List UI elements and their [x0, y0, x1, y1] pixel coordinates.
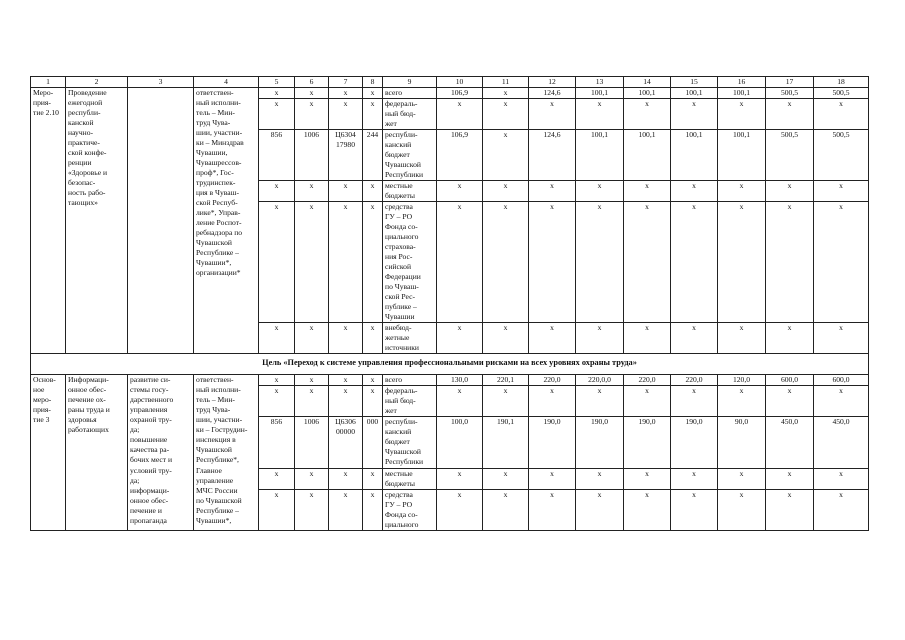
- column-number: 11: [483, 77, 529, 88]
- goal-title: Цель «Переход к системе управления профессиональными рисками на всех уровнях охраны труда»: [31, 354, 869, 375]
- column-number: 12: [529, 77, 576, 88]
- year-value: х: [814, 99, 869, 130]
- year-value: 500,5: [814, 130, 869, 181]
- year-value: х: [814, 386, 869, 417]
- code-target: х: [329, 181, 363, 202]
- year-value: х: [483, 99, 529, 130]
- year-value: 100,1: [576, 130, 624, 181]
- year-value: х: [766, 386, 814, 417]
- year-value: 100,1: [624, 88, 671, 99]
- code-grbs: х: [259, 386, 295, 417]
- code-grbs: х: [259, 99, 295, 130]
- code-section: х: [295, 202, 329, 323]
- code-section: х: [295, 489, 329, 530]
- year-value: х: [671, 468, 718, 489]
- year-value: 220,0: [529, 375, 576, 386]
- year-value: х: [483, 468, 529, 489]
- year-value: х: [576, 468, 624, 489]
- code-section: 1006: [295, 130, 329, 181]
- year-value: 220,0,0: [576, 375, 624, 386]
- column-number: 14: [624, 77, 671, 88]
- year-value: х: [576, 202, 624, 323]
- year-value: х: [766, 468, 814, 489]
- code-expense-type: х: [363, 202, 383, 323]
- year-value: х: [624, 181, 671, 202]
- year-value: х: [529, 202, 576, 323]
- column-number: 15: [671, 77, 718, 88]
- measure-title: Проведение ежегодной республи- канской научно- практиче- ской конфе- ренции «Здоровье и безопас- ность рабо- тающих»: [66, 88, 128, 354]
- column-number: 1: [31, 77, 66, 88]
- code-target: х: [329, 386, 363, 417]
- year-value: 220,1: [483, 375, 529, 386]
- year-value: 500,5: [814, 88, 869, 99]
- year-value: 124,6: [529, 88, 576, 99]
- code-target: Ц6304 17980: [329, 130, 363, 181]
- year-value: х: [483, 88, 529, 99]
- year-value: х: [671, 181, 718, 202]
- year-value: х: [483, 386, 529, 417]
- code-expense-type: х: [363, 99, 383, 130]
- funding-source: федераль- ный бюд- жет: [383, 99, 437, 130]
- year-value: х: [437, 468, 483, 489]
- year-value: х: [718, 489, 766, 530]
- goal-row: [31, 354, 869, 375]
- code-target: х: [329, 88, 363, 99]
- code-section: х: [295, 99, 329, 130]
- funding-source: внебюд- жетные источники: [383, 323, 437, 354]
- measure-number: Меро- прия- тие 2.10: [31, 88, 66, 354]
- column-number: 6: [295, 77, 329, 88]
- year-value: х: [529, 386, 576, 417]
- code-expense-type: х: [363, 468, 383, 489]
- funding-source: средства ГУ – РО Фонда со- циального: [383, 489, 437, 530]
- code-grbs: х: [259, 88, 295, 99]
- column-number: 18: [814, 77, 869, 88]
- year-value: х: [814, 468, 869, 489]
- funding-source: средства ГУ – РО Фонда со- циального страхова- ния Рос- сийской Федерации по Чуваш- ской Рес- публике – Чувашии: [383, 202, 437, 323]
- code-grbs: 856: [259, 130, 295, 181]
- code-grbs: х: [259, 375, 295, 386]
- column-number: 8: [363, 77, 383, 88]
- year-value: 600,0: [766, 375, 814, 386]
- year-value: х: [624, 468, 671, 489]
- year-value: х: [437, 386, 483, 417]
- year-value: х: [576, 181, 624, 202]
- year-value: 100,1: [671, 88, 718, 99]
- code-target: х: [329, 468, 363, 489]
- code-section: х: [295, 323, 329, 354]
- code-grbs: 856: [259, 417, 295, 468]
- year-value: х: [576, 99, 624, 130]
- code-target: х: [329, 375, 363, 386]
- year-value: 90,0: [718, 417, 766, 468]
- year-value: х: [814, 489, 869, 530]
- code-target: Ц6306 00000: [329, 417, 363, 468]
- year-value: х: [437, 202, 483, 323]
- code-expense-type: х: [363, 386, 383, 417]
- year-value: х: [766, 181, 814, 202]
- year-value: 500,5: [766, 130, 814, 181]
- column-number: 3: [128, 77, 194, 88]
- code-expense-type: 000: [363, 417, 383, 468]
- funding-source: всего: [383, 88, 437, 99]
- column-number: 10: [437, 77, 483, 88]
- year-value: 190,0: [529, 417, 576, 468]
- measure-number: Основ- ное меро- прия- тие 3: [31, 375, 66, 530]
- year-value: х: [718, 202, 766, 323]
- column-number: 17: [766, 77, 814, 88]
- year-value: 100,1: [718, 88, 766, 99]
- year-value: 100,0: [437, 417, 483, 468]
- code-section: х: [295, 468, 329, 489]
- year-value: х: [624, 202, 671, 323]
- year-value: х: [576, 489, 624, 530]
- column-number: 16: [718, 77, 766, 88]
- year-value: х: [576, 386, 624, 417]
- responsible-executor: ответствен- ный исполни- тель – Мин- труд Чува- шии, участни- ки – Минздрав Чувашии, Чувашрессов- проф*, Гос- трудинспек- ция в Чуваш- ской Респуб- лике*, Управ- ление Роспот- ребнадзора по Чувашской Республике – Чувашии*, организации*: [194, 88, 259, 354]
- column-number: 2: [66, 77, 128, 88]
- year-value: 100,1: [718, 130, 766, 181]
- code-expense-type: х: [363, 323, 383, 354]
- code-expense-type: х: [363, 181, 383, 202]
- code-grbs: х: [259, 323, 295, 354]
- measure-goal: развитие си- стемы госу- дарственного управления охраной тру- да; повышение качества ра- бочих мест и условий тру- да; информаци- онное обес- печение и пропаганда: [128, 375, 194, 530]
- year-value: 220,0: [624, 375, 671, 386]
- year-value: 100,1: [671, 130, 718, 181]
- year-value: х: [483, 323, 529, 354]
- code-section: х: [295, 375, 329, 386]
- code-grbs: х: [259, 489, 295, 530]
- year-value: х: [766, 202, 814, 323]
- code-target: х: [329, 202, 363, 323]
- year-value: х: [766, 323, 814, 354]
- year-value: 190,0: [576, 417, 624, 468]
- year-value: х: [814, 202, 869, 323]
- year-value: х: [624, 99, 671, 130]
- year-value: х: [529, 468, 576, 489]
- year-value: х: [814, 181, 869, 202]
- year-value: 450,0: [766, 417, 814, 468]
- year-value: х: [671, 489, 718, 530]
- year-value: х: [437, 489, 483, 530]
- year-value: х: [529, 489, 576, 530]
- code-target: х: [329, 323, 363, 354]
- funding-source: федераль- ный бюд- жет: [383, 386, 437, 417]
- year-value: х: [718, 99, 766, 130]
- column-number: 7: [329, 77, 363, 88]
- year-value: х: [529, 99, 576, 130]
- column-number: 9: [383, 77, 437, 88]
- year-value: х: [483, 489, 529, 530]
- code-expense-type: х: [363, 88, 383, 99]
- year-value: х: [814, 323, 869, 354]
- code-expense-type: 244: [363, 130, 383, 181]
- year-value: 130,0: [437, 375, 483, 386]
- table-row: [31, 88, 869, 99]
- column-number: 4: [194, 77, 259, 88]
- column-number: 5: [259, 77, 295, 88]
- year-value: 190,1: [483, 417, 529, 468]
- year-value: х: [718, 181, 766, 202]
- year-value: 100,1: [624, 130, 671, 181]
- funding-source: республи- канский бюджет Чувашской Республики: [383, 417, 437, 468]
- year-value: х: [671, 202, 718, 323]
- year-value: х: [437, 181, 483, 202]
- funding-source: местные бюджеты: [383, 181, 437, 202]
- year-value: 106,9: [437, 88, 483, 99]
- year-value: х: [671, 323, 718, 354]
- code-expense-type: х: [363, 489, 383, 530]
- year-value: х: [437, 323, 483, 354]
- year-value: х: [483, 181, 529, 202]
- code-target: х: [329, 99, 363, 130]
- year-value: х: [624, 386, 671, 417]
- year-value: х: [483, 130, 529, 181]
- year-value: х: [576, 323, 624, 354]
- year-value: 600,0: [814, 375, 869, 386]
- year-value: х: [483, 202, 529, 323]
- year-value: х: [624, 489, 671, 530]
- year-value: х: [624, 323, 671, 354]
- year-value: 500,5: [766, 88, 814, 99]
- year-value: 190,0: [624, 417, 671, 468]
- year-value: х: [529, 181, 576, 202]
- responsible-executor: ответствен- ный исполни- тель – Мин- труд Чува- шии, участни- ки – Гострудин- инспекция в Чувашской Республике*, Главное управление МЧС России по Чувашской Республике – Чувашии*,: [194, 375, 259, 530]
- code-expense-type: х: [363, 375, 383, 386]
- year-value: 190,0: [671, 417, 718, 468]
- code-grbs: х: [259, 202, 295, 323]
- year-value: 106,9: [437, 130, 483, 181]
- measure-title: Информаци- онное обес- печение ох- раны труда и здоровья работающих: [66, 375, 128, 530]
- column-number: 13: [576, 77, 624, 88]
- year-value: х: [766, 489, 814, 530]
- year-value: х: [671, 99, 718, 130]
- code-section: х: [295, 88, 329, 99]
- year-value: х: [671, 386, 718, 417]
- budget-table: [30, 76, 869, 531]
- code-grbs: х: [259, 468, 295, 489]
- year-value: 450,0: [814, 417, 869, 468]
- year-value: х: [437, 99, 483, 130]
- table-row: [31, 375, 869, 386]
- year-value: х: [718, 323, 766, 354]
- year-value: 220,0: [671, 375, 718, 386]
- funding-source: всего: [383, 375, 437, 386]
- code-section: х: [295, 181, 329, 202]
- code-section: 1006: [295, 417, 329, 468]
- funding-source: местные бюджеты: [383, 468, 437, 489]
- code-grbs: х: [259, 181, 295, 202]
- year-value: х: [718, 386, 766, 417]
- year-value: х: [718, 468, 766, 489]
- year-value: х: [529, 323, 576, 354]
- year-value: х: [766, 99, 814, 130]
- header-row: [31, 77, 869, 88]
- year-value: 124,6: [529, 130, 576, 181]
- code-section: х: [295, 386, 329, 417]
- measure-goal: [128, 88, 194, 354]
- year-value: 100,1: [576, 88, 624, 99]
- funding-source: республи- канский бюджет Чувашской Республики: [383, 130, 437, 181]
- code-target: х: [329, 489, 363, 530]
- year-value: 120,0: [718, 375, 766, 386]
